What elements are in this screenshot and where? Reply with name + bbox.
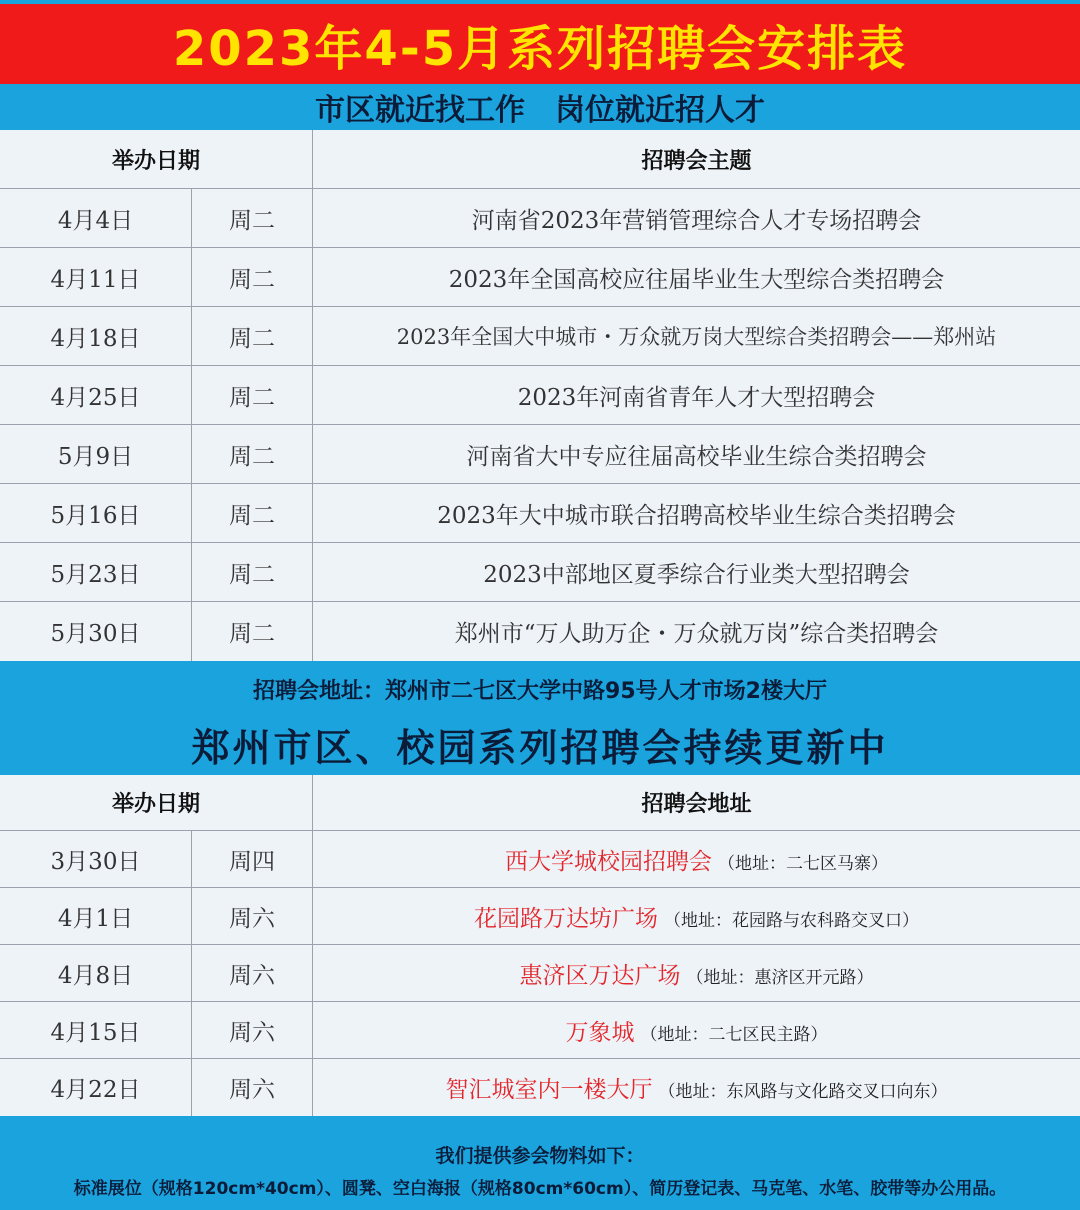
venue-wrap (566, 1014, 828, 1047)
theme-cell (313, 366, 1080, 424)
venue-cell (313, 831, 1080, 887)
subtitle: 市区就近找工作 岗位就近招人才 (0, 84, 1080, 130)
header-date: 举办日期 (0, 775, 313, 830)
venue-wrap (505, 843, 888, 876)
venue-name: 花园路万达坊广场 (474, 905, 658, 932)
venue-wrap (474, 900, 919, 933)
footer-materials: 标准展位（规格120cm*40cm）、圆凳、空白海报（规格80cm*60cm）、简历登记表、马克笔、水笔、胶带等办公用品。 (73, 1179, 1007, 1199)
schedule-row (0, 248, 1080, 307)
venue-name: 万象城 (565, 1019, 635, 1046)
address-line: 招聘会地址：郑州市二七区大学中路95号人才市场2楼大厅 (0, 665, 1080, 713)
date-cell: 4月15日 (0, 1002, 192, 1058)
date-cell: 4月11日 (0, 248, 192, 306)
weekday-cell: 周二 (192, 248, 313, 306)
weekday-cell: 周六 (192, 888, 313, 944)
theme-text: 河南省大中专应往届高校毕业生综合类招聘会 (466, 443, 927, 470)
header-address: 招聘会地址 (641, 792, 752, 817)
campus-title: 郑州市区、校园系列招聘会持续更新中 (0, 713, 1080, 775)
schedule-row (0, 189, 1080, 248)
theme-cell (313, 602, 1080, 661)
venue-name: 智汇城室内一楼大厅 (445, 1077, 653, 1103)
date-cell: 5月9日 (0, 425, 192, 483)
date-cell: 3月30日 (0, 831, 192, 887)
date-cell: 5月23日 (0, 543, 192, 601)
schedule-table (0, 130, 1080, 661)
date-cell: 4月25日 (0, 366, 192, 424)
theme-text: 2023年全国大中城市・万众就万岗大型综合类招聘会——郑州站 (396, 325, 997, 349)
weekday-cell: 周二 (192, 366, 313, 424)
venue-cell (313, 1059, 1080, 1116)
weekday-cell: 周二 (192, 543, 313, 601)
theme-text: 2023年河南省青年人才大型招聘会 (517, 384, 876, 411)
date-cell: 4月22日 (0, 1059, 192, 1116)
venue-name: 西大学城校园招聘会 (505, 848, 712, 875)
schedule-header-row (0, 130, 1080, 189)
footer-title: 我们提供参会物料如下： (435, 1145, 645, 1167)
campus-header-row (0, 775, 1080, 831)
schedule-row (0, 602, 1080, 661)
schedule-row (0, 307, 1080, 366)
footer (0, 1119, 1080, 1210)
campus-row (0, 1059, 1080, 1116)
venue-address: （地址：二七区马寨） (718, 853, 888, 874)
venue-cell (313, 945, 1080, 1001)
date-cell: 5月16日 (0, 484, 192, 542)
weekday-cell: 周二 (192, 425, 313, 483)
theme-cell (313, 189, 1080, 247)
weekday-cell: 周六 (192, 1059, 313, 1116)
theme-cell (313, 307, 1080, 365)
date-cell: 5月30日 (0, 602, 192, 661)
venue-address: （地址：东风路与文化路交叉口向东） (658, 1082, 948, 1102)
weekday-cell: 周二 (192, 189, 313, 247)
date-cell: 4月18日 (0, 307, 192, 365)
date-cell: 4月1日 (0, 888, 192, 944)
theme-text: 2023年全国高校应往届毕业生大型综合类招聘会 (448, 266, 945, 293)
campus-row (0, 945, 1080, 1002)
theme-text: 河南省2023年营销管理综合人才专场招聘会 (471, 207, 922, 234)
theme-text: 2023中部地区夏季综合行业类大型招聘会 (483, 561, 910, 588)
campus-row (0, 1002, 1080, 1059)
campus-row (0, 831, 1080, 888)
venue-cell (313, 1002, 1080, 1058)
theme-text: 2023年大中城市联合招聘高校毕业生综合类招聘会 (437, 502, 956, 529)
venue-name: 惠济区万达广场 (519, 962, 681, 989)
venue-wrap (520, 957, 874, 990)
weekday-cell: 周二 (192, 602, 313, 661)
schedule-row (0, 366, 1080, 425)
date-cell: 4月8日 (0, 945, 192, 1001)
theme-text: 郑州市“万人助万企・万众就万岗”综合类招聘会 (454, 621, 939, 647)
theme-cell (313, 248, 1080, 306)
page-title: 2023年4-5月系列招聘会安排表 (0, 4, 1080, 84)
weekday-cell: 周六 (192, 1002, 313, 1058)
schedule-row (0, 484, 1080, 543)
weekday-cell: 周四 (192, 831, 313, 887)
weekday-cell: 周六 (192, 945, 313, 1001)
schedule-row (0, 425, 1080, 484)
venue-cell (313, 888, 1080, 944)
theme-cell (313, 425, 1080, 483)
campus-table (0, 775, 1080, 1116)
schedule-row (0, 543, 1080, 602)
header-date: 举办日期 (0, 130, 313, 188)
date-cell: 4月4日 (0, 189, 192, 247)
weekday-cell: 周二 (192, 307, 313, 365)
venue-wrap (446, 1071, 948, 1104)
campus-row (0, 888, 1080, 945)
venue-address: （地址：二七区民主路） (640, 1024, 828, 1045)
weekday-cell: 周二 (192, 484, 313, 542)
theme-cell (313, 484, 1080, 542)
header-theme: 招聘会主题 (641, 148, 752, 174)
venue-address: （地址：花园路与农科路交叉口） (664, 910, 919, 931)
theme-cell (313, 543, 1080, 601)
venue-address: （地址：惠济区开元路） (686, 967, 874, 988)
